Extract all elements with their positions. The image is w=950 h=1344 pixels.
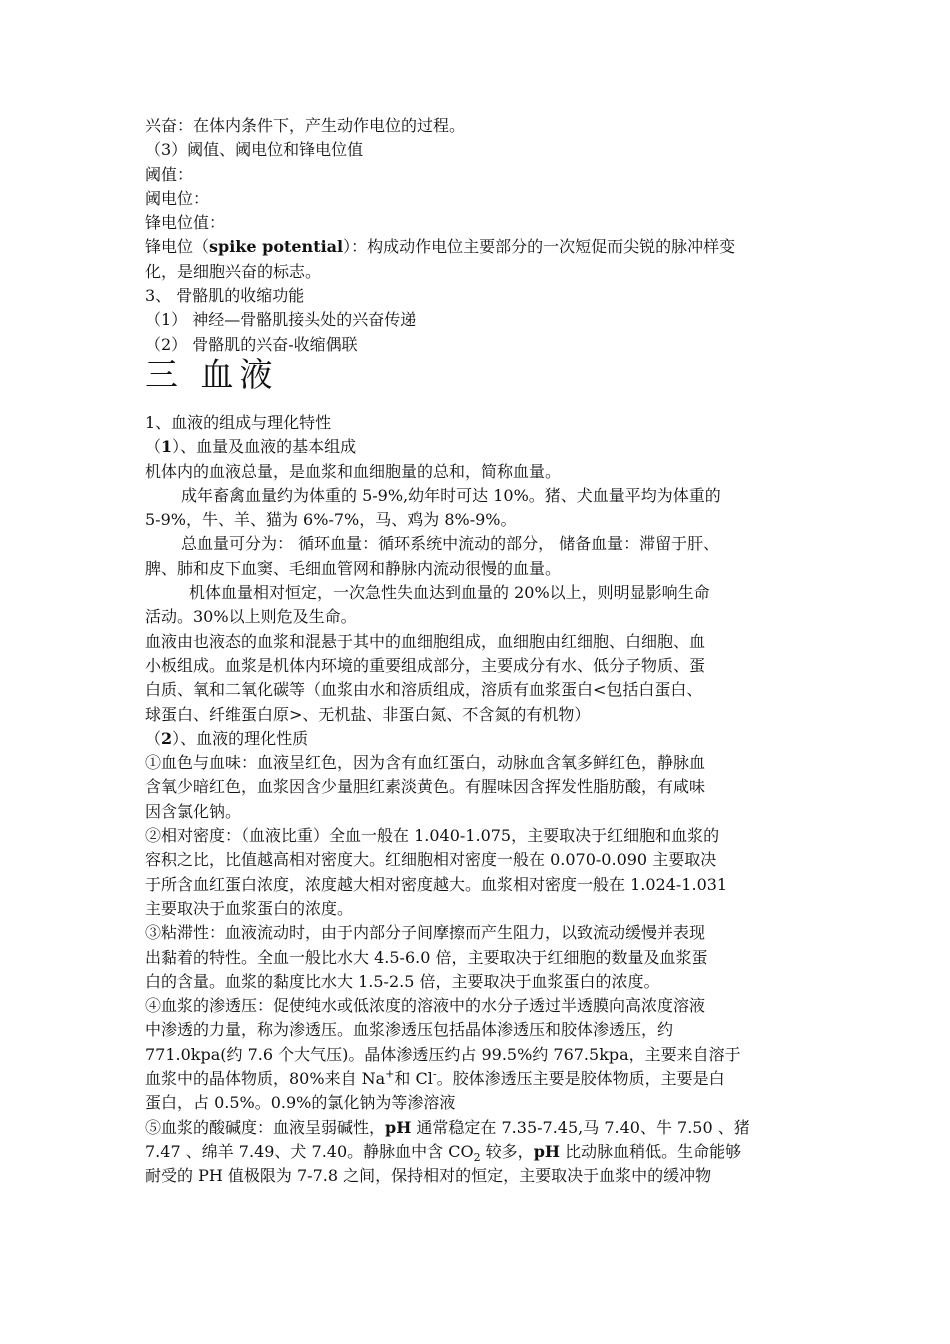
text-line: 血液由也液态的血浆和混悬于其中的血细胞组成，血细胞由红细胞、白细胞、血 (145, 631, 706, 651)
text-run: 通常稳定在 7.35-7.45,马 7.40、牛 7.50 、猪 (411, 1117, 750, 1137)
text-line: 锋电位值： (145, 213, 226, 233)
text-run: （ (145, 728, 162, 748)
text-run: 较多， (480, 1141, 534, 1161)
subsection-heading (145, 435, 810, 459)
text-run: （ (145, 437, 162, 457)
superscript: - (432, 1067, 437, 1081)
superscript: + (385, 1067, 395, 1081)
bold-term: spike potential (209, 237, 344, 257)
text-line: 活动。30%以上则危及生命。 (145, 607, 357, 627)
text-line: 因含氯化钠。 (145, 801, 242, 821)
text-run: ）、血量及血液的基本组成 (172, 437, 357, 457)
text-run: ⑤血浆的酸碱度：血液呈弱碱性， (145, 1117, 386, 1137)
text-line: 白质、氧和二氧化碳等（血浆由水和溶质组成，溶质有血浆蛋白<包括白蛋白、 (145, 680, 703, 700)
text-line: 白的含量。血浆的黏度比水大 1.5-2.5 倍，主要取决于血浆蛋白的浓度。 (145, 971, 660, 991)
text-line: 主要取决于血浆蛋白的浓度。 (145, 898, 354, 918)
text-line: 小板组成。血浆是机体内环境的重要组成部分，主要成分有水、低分子物质、蛋 (145, 655, 706, 675)
text-line: 中渗透的力量，称为渗透压。血浆渗透压包括晶体渗透压和胶体渗透压，约 (145, 1020, 674, 1040)
text-line: 耐受的 PH 值极限为 7-7.8 之间，保持相对的恒定，主要取决于血浆中的缓冲物 (145, 1166, 712, 1186)
text-line: ②相对密度：（血液比重）全血一般在 1.040-1.075，主要取决于红细胞和血浆的 (145, 826, 720, 846)
text-line: 球蛋白、纤维蛋白原>、无机盐、非蛋白氮、不含氮的有机物） (145, 704, 591, 724)
bold-term: pH (533, 1141, 560, 1161)
subsection-heading: 3、 骨骼肌的收缩功能 (145, 286, 305, 306)
text-line: 阈值： (145, 164, 194, 184)
list-item: （2） 骨骼肌的兴奋-收缩偶联 (145, 334, 358, 354)
text-run: 和 Cl (394, 1068, 433, 1088)
document-page (145, 114, 810, 1188)
text-line: 机体血量相对恒定，一次急性失血达到血量的 20%以上，则明显影响生命 (189, 583, 710, 603)
bold-number: 1 (161, 437, 173, 457)
bold-number: 2 (161, 728, 173, 748)
text-line: 阈电位： (145, 188, 210, 208)
text-run: 7.47 、绵羊 7.49、犬 7.40。静脉血中含 CO (145, 1141, 474, 1161)
text-line: 771.0kpa(约 7.6 个大气压)。晶体渗透压约占 99.5%约 767.5kpa，主要来自溶于 (145, 1044, 741, 1064)
text-line (145, 1067, 810, 1091)
text-line (145, 1116, 810, 1140)
text-line: 脾、肺和皮下血窦、毛细血管网和静脉内流动很慢的血量。 (145, 558, 562, 578)
text-line: 化，是细胞兴奋的标志。 (145, 261, 322, 281)
text-line: 蛋白，占 0.5%。0.9%的氯化钠为等渗溶液 (145, 1093, 456, 1113)
text-line: 容积之比，比值越高相对密度大。红细胞相对密度一般在 0.070-0.090 主要取决 (145, 850, 717, 870)
text-line: 出黏着的特性。全血一般比水大 4.5-6.0 倍，主要取决于红细胞的数量及血浆蛋 (145, 947, 708, 967)
subscript: 2 (473, 1151, 481, 1165)
text-run: 锋电位（ (145, 237, 210, 257)
text-line: 兴奋：在体内条件下，产生动作电位的过程。 (145, 116, 466, 135)
text-line: ④血浆的渗透压：促使纯水或低浓度的溶液中的水分子透过半透膜向高浓度溶液 (145, 996, 706, 1016)
bold-term: pH (385, 1117, 412, 1137)
list-item: （1） 神经—骨骼肌接头处的兴奋传递 (145, 310, 417, 330)
subsection-heading: （3）阈值、阈电位和锋电位值 (145, 140, 364, 160)
text-run: 。胶体渗透压主要是胶体物质，主要是白 (436, 1068, 725, 1088)
text-line: 成年畜禽血量约为体重的 5-9%,幼年时可达 10%。猪、犬血量平均为体重的 (181, 485, 721, 505)
text-run: ）：构成动作电位主要部分的一次短促而尖锐的脉冲样变 (343, 237, 736, 257)
text-line: 于所含血红蛋白浓度，浓度越大相对密度越大。血浆相对密度一般在 1.024-1.031 (145, 874, 728, 894)
subsection-heading: 1、血液的组成与理化特性 (145, 412, 332, 432)
subsection-heading (145, 727, 810, 751)
text-line: ③粘滞性：血液流动时，由于内部分子间摩擦而产生阻力，以致流动缓慢并表现 (145, 923, 706, 943)
section-title: 三 血液 (145, 354, 279, 394)
text-line: ①血色与血味：血液呈红色，因为含有血红蛋白，动脉血含氧多鲜红色，静脉血 (145, 753, 706, 773)
text-line (145, 1140, 810, 1164)
text-line (145, 235, 810, 259)
text-line: 5-9%，牛、羊、猫为 6%-7%，马、鸡为 8%-9%。 (145, 510, 517, 530)
text-run: ）、血液的理化性质 (172, 728, 309, 748)
text-line: 含氧少暗红色，血浆因含少量胆红素淡黄色。有腥味因含挥发性脂肪酸，有咸味 (145, 777, 706, 797)
text-line: 总血量可分为： 循环血量：循环系统中流动的部分， 储备血量：滞留于肝、 (181, 534, 720, 554)
text-line: 机体内的血液总量，是血浆和血细胞量的总和，简称血量。 (145, 461, 562, 481)
text-run: 血浆中的晶体物质，80%来自 Na (145, 1068, 386, 1088)
text-run: 比动脉血稍低。生命能够 (560, 1141, 742, 1161)
